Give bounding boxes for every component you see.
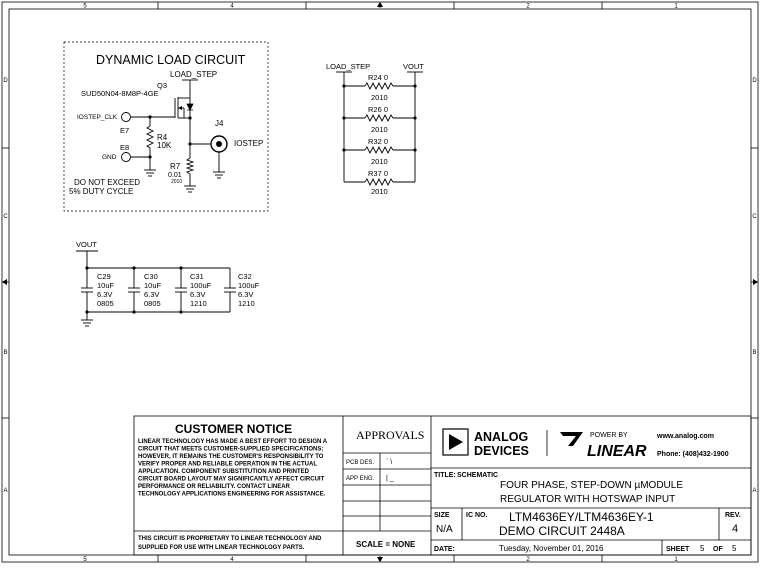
notice-line: HOWEVER, IT REMAINS THE CUSTOMER'S RESPONSIBILITY TO [138,454,324,460]
c29-value: 10uF [97,281,115,290]
r24-label: R24 0 [368,73,389,82]
pcb-des-value: ` \ [386,459,393,466]
r32-label: R32 0 [368,137,389,146]
title-line-2: REGULATOR WITH HOTSWAP INPUT [500,494,676,505]
title-block [134,416,751,555]
mosfet-diode-icon [187,104,193,110]
r37-label: R37 0 [368,169,389,178]
ic-no-value: LTM4636EY/LTM4636EY-1 [509,510,654,524]
ground-icon [213,172,225,178]
dynamic-load-title: DYNAMIC LOAD CIRCUIT [96,53,246,67]
r7-value: 0.01 [168,172,182,179]
r4-value: 10K [157,141,172,150]
c32-capacitor-icon [224,268,236,312]
load-step-net-label: LOAD_STEP [326,62,371,71]
size-value: N/A [436,524,453,535]
approvals-heading: APPROVALS [356,428,425,442]
junction-dot [179,310,182,313]
duty-warning-line2: 5% DUTY CYCLE [69,187,134,196]
junction-dot [132,266,135,269]
r4-resistor-icon [147,126,153,150]
dynamic-load-circuit [64,42,268,211]
col-label-top: 2 [526,3,530,10]
col-label-bottom: 5 [83,557,87,563]
e7-ref: E7 [120,126,130,135]
capacitor-bank [76,240,260,326]
demo-circuit-text: DEMO CIRCUIT 2448A [499,524,625,538]
duty-warning-line1: DO NOT EXCEED [74,178,141,187]
gnd-label: GND [102,154,117,161]
c30-value: 10uF [144,281,162,290]
col-label-top: 3 [378,3,382,10]
notice-line: LINEAR TECHNOLOGY HAS MADE A BEST EFFORT TO DESIGN A [138,439,328,445]
junction-dot [413,148,416,151]
rev-label: REV. [725,512,741,519]
e8-turret-icon [122,153,131,162]
title-schematic: SCHEMATIC [457,472,499,479]
c31-size: 1210 [190,299,207,308]
scale-label: SCALE = NONE [356,540,416,549]
row-label-left: B [3,350,8,356]
app-eng-label: APP ENG. [346,476,375,482]
junction-dot [342,116,345,119]
r7-ref: R7 [170,162,181,171]
c31-voltage: 6.3V [190,290,206,299]
rev-value: 4 [732,523,739,535]
analog-logo-text: ANALOG [474,430,529,444]
r32-resistor-icon [365,147,393,153]
vout-net-label: VOUT [403,62,424,71]
junction-dot [148,155,151,158]
ground-icon [144,170,156,176]
title-line-1: FOUR PHASE, STEP-DOWN µMODULE [500,480,683,491]
row-label-right: A [752,488,757,494]
devices-logo-text: DEVICES [474,444,529,458]
c32-voltage: 6.3V [238,290,254,299]
c30-size: 0805 [144,299,161,308]
resistor-bank [326,62,424,196]
r7-size: 2010 [171,179,183,185]
c32-value: 100uF [238,281,260,290]
r37-resistor-icon [365,179,393,185]
vout-net-label: VOUT [76,240,97,249]
app-eng-value: | _ [386,475,394,482]
website-text: www.analog.com [657,433,714,440]
col-label-bottom: 3 [378,557,382,563]
q3-ref: Q3 [157,81,168,90]
c30-voltage: 6.3V [144,290,160,299]
c32-ref: C32 [238,272,252,281]
notice-line: CIRCUIT THAT MEETS CUSTOMER-SUPPLIED SPECIFICATIONS; [138,446,324,453]
frame-arrow-right-icon [753,279,758,285]
r24-size: 2010 [371,93,388,102]
r32-size: 2010 [371,157,388,166]
load-step-net-label: LOAD_STEP [170,70,218,79]
c29-ref: C29 [97,272,111,281]
row-label-left: D [3,78,8,84]
r37-size: 2010 [371,187,388,196]
ground-icon [81,320,93,326]
junction-dot [85,266,88,269]
sheet-total: 5 [732,544,737,553]
r4-ref: R4 [157,133,168,142]
row-label-left: A [3,488,8,494]
notice-line: APPLICATION. COMPONENT SUBSTITUTION AND PRINTED [138,469,309,475]
customer-notice-title: CUSTOMER NOTICE [175,422,293,436]
col-label-top: 1 [674,3,678,10]
notice-line: VERIFY PROPER AND RELIABLE OPERATION IN THE ACTUAL [138,461,318,468]
col-label-top: 5 [83,3,87,10]
ground-icon [184,186,196,192]
junction-dot [179,266,182,269]
phone-text: Phone: (408)432-1900 [657,451,729,458]
ic-no-label: IC NO. [466,512,488,519]
junction-dot [188,142,191,145]
row-label-left: C [3,214,8,220]
notice-line: PERFORMANCE OR RELIABILITY. CONTACT LINEAR [138,484,290,490]
of-label: OF [713,546,723,553]
mosfet-arrow-icon [178,106,182,110]
c29-capacitor-icon [81,268,93,312]
c31-ref: C31 [190,272,204,281]
junction-dot [413,116,416,119]
col-label-bottom: 1 [674,557,678,563]
iostep-label: IOSTEP [234,139,264,148]
iostep-clk-label: IOSTEP_CLK [77,114,118,121]
date-label: DATE: [434,546,455,553]
e8-ref: E8 [120,143,130,152]
power-by-text: POWER BY [590,432,628,439]
r26-resistor-icon [365,115,393,121]
row-label-right: B [752,350,757,356]
linear-logo-text: LINEAR [587,443,647,460]
col-label-top: 4 [230,3,234,10]
junction-dot [148,115,151,118]
notice-line: CIRCUIT BOARD LAYOUT MAY SIGNIFICANTLY AFFECT CIRCUIT [138,476,325,483]
frame-arrow-left-icon [2,279,7,285]
c31-value: 100uF [190,281,212,290]
c29-voltage: 6.3V [97,290,113,299]
sheet-label: SHEET [666,546,690,553]
c30-ref: C30 [144,272,158,281]
r24-resistor-icon [365,83,393,89]
c32-size: 1210 [238,299,255,308]
title-label: TITLE: [434,472,456,479]
junction-dot [188,116,191,119]
linear-logo-icon [560,432,583,446]
c29-size: 0805 [97,299,114,308]
junction-dot [85,310,88,313]
c31-capacitor-icon [175,268,187,312]
q3-part: SUD50N04-8M8P-4GE [81,89,159,98]
pcb-des-label: PCB DES. [346,460,375,466]
r26-label: R26 0 [368,105,389,114]
notice-line: TECHNOLOGY APPLICATIONS ENGINEERING FOR ASSISTANCE. [138,491,326,498]
e7-turret-icon [122,113,131,122]
junction-dot [342,148,345,151]
proprietary-line: THIS CIRCUIT IS PROPRIETARY TO LINEAR TECHNOLOGY AND [138,536,322,542]
size-label: SIZE [434,512,450,519]
col-label-bottom: 2 [526,557,530,563]
r26-size: 2010 [371,125,388,134]
r7-resistor-icon [187,158,193,176]
date-value: Tuesday, November 01, 2016 [499,544,604,553]
sheet-number: 5 [700,544,705,553]
c30-capacitor-icon [128,268,140,312]
junction-dot [413,84,416,87]
junction-dot [342,84,345,87]
j4-ref: J4 [215,119,224,128]
col-label-bottom: 4 [230,557,234,563]
row-label-right: C [752,214,757,220]
proprietary-line: SUPPLIED FOR USE WITH LINEAR TECHNOLOGY PARTS. [138,545,305,551]
junction-dot [132,310,135,313]
row-label-right: D [752,78,757,84]
